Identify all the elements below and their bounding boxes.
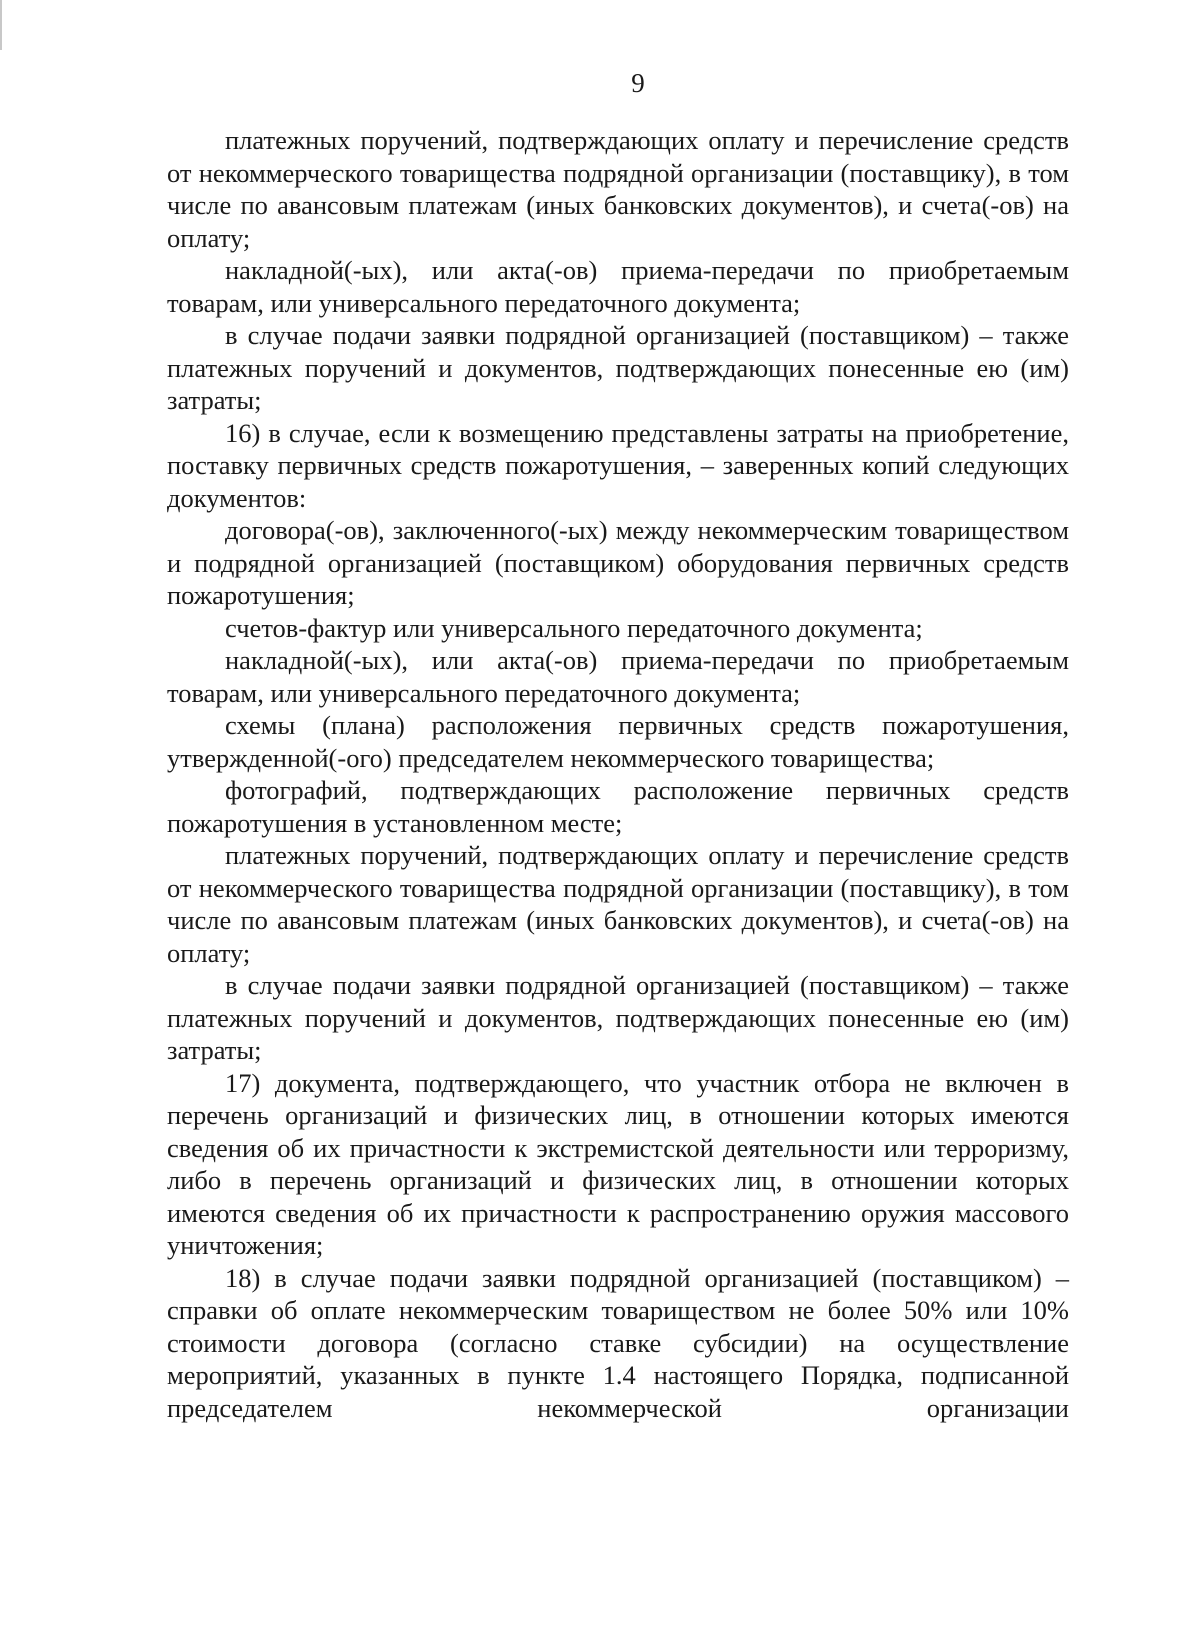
paragraph: 18) в случае подачи заявки подрядной организацией (поставщиком) – справки об оплате некоммерческим товариществом не более 50% или 10% стоимости договора (согласно ставке субсидии) на осуществление мероприятий, указанных в пункте 1.4 настоящего Порядка, подписанной председателем некоммерческой организации [167,1262,1069,1423]
paragraph: накладной(-ых), или акта(-ов) приема-передачи по приобретаемым товарам, или универсального передаточного документа; [167,255,1069,318]
document-body [167,124,1069,1424]
paragraph: 17) документа, подтверждающего, что участник отбора не включен в перечень организаций и физических лиц, в отношении которых имеются сведения об их причастности к экстремистской деятельности или терроризму, либо в перечень организаций и физических лиц, в отношении которых имеются сведения об их причастности к распространению оружия массового уничтожения; [167,1067,1069,1260]
paragraph: договора(-ов), заключенного(-ых) между некоммерческим товариществом и подрядной организацией (поставщиком) оборудования первичных средств пожаротушения; [167,515,1069,610]
paragraph: платежных поручений, подтверждающих оплату и перечисление средств от некоммерческого товарищества подрядной организации (поставщику), в том числе по авансовым платежам (иных банковских документов), и счета(-ов) на оплату; [167,125,1069,253]
paragraph: платежных поручений, подтверждающих оплату и перечисление средств от некоммерческого товарищества подрядной организации (поставщику), в том числе по авансовым платежам (иных банковских документов), и счета(-ов) на оплату; [167,840,1069,968]
paragraph: в случае подачи заявки подрядной организацией (поставщиком) – также платежных поручений и документов, подтверждающих понесенные ею (им) затраты; [167,970,1069,1065]
page-number: 9 [631,68,645,98]
paragraph: фотографий, подтверждающих расположение первичных средств пожаротушения в установленном месте; [167,775,1069,838]
scan-edge-mark [0,0,2,50]
paragraph: накладной(-ых), или акта(-ов) приема-передачи по приобретаемым товарам, или универсального передаточного документа; [167,645,1069,708]
paragraph: счетов-фактур или универсального передаточного документа; [225,612,923,643]
paragraph: схемы (плана) расположения первичных средств пожаротушения, утвержденной(-ого) председателем некоммерческого товарищества; [167,710,1069,773]
paragraph: 16) в случае, если к возмещению представлены затраты на приобретение, поставку первичных средств пожаротушения, – заверенных копий следующих документов: [167,417,1069,513]
paragraph: в случае подачи заявки подрядной организацией (поставщиком) – также платежных поручений и документов, подтверждающих понесенные ею (им) затраты; [167,320,1069,415]
